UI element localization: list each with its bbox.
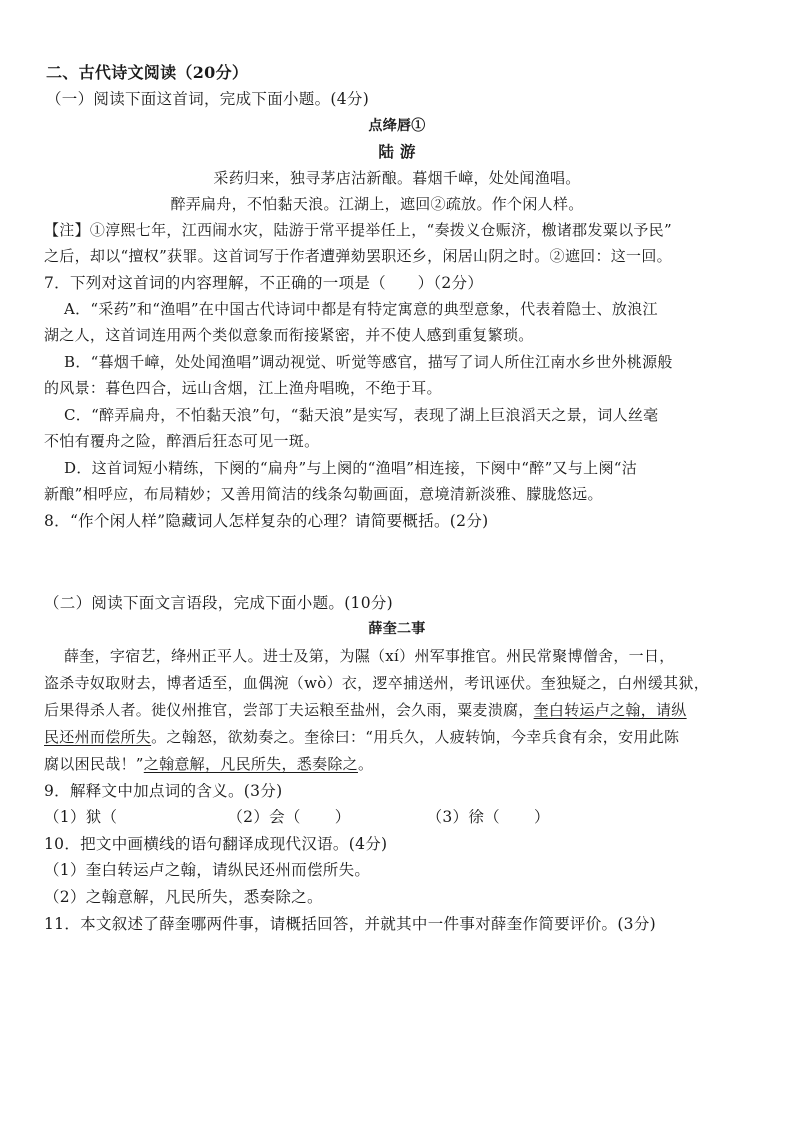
poem-title: 点绛唇① bbox=[368, 118, 426, 134]
option-c-line-1: C．“醉弄扁舟，不怕黏天浪”句，“黏天浪”是实写，表现了湖上巨浪滔天之景，词人丝毫 bbox=[64, 406, 659, 424]
option-c-line-2: 不怕有覆舟之险，醉酒后狂态可见一斑。 bbox=[44, 432, 320, 450]
q9-item-2: （2）会（ bbox=[227, 808, 301, 826]
prose-line-4-text: 。之翰怒，欲劾奏之。奎徐曰：“用兵久，人疲转饷，今幸兵食有余，安用此陈 bbox=[151, 728, 680, 746]
poem-line-1: 采药归来，独寻茅店沽新酿。暮烟千嶂，处处闻渔唱。 bbox=[213, 169, 581, 187]
prose-line-4 bbox=[44, 726, 679, 748]
underlined-sentence-2: 之翰意解，凡民所失，悉奏除之 bbox=[143, 755, 358, 773]
q9-item-2-close: ） bbox=[334, 808, 351, 826]
option-b-line-1: B．“暮烟千嶂，处处闻渔唱”调动视觉、听觉等感官，描写了词人所住江南水乡世外桃源般 bbox=[64, 353, 673, 371]
prose-line-5-text: 腐以困民哉！” bbox=[44, 755, 144, 773]
poem-line-2: 醉弄扁舟，不怕黏天浪。江湖上，遮回②疏放。作个闲人样。 bbox=[170, 195, 584, 213]
option-d-line-2: 新酿”相呼应，布局精妙；又善用简洁的线条勾勒画面，意境清新淡雅、朦胧悠远。 bbox=[44, 485, 603, 503]
note-line-1: 【注】①淳熙七年，江西闹水灾，陆游于常平提举任上，“奏拨义仓赈济，檄诸郡发粟以予民” bbox=[44, 221, 672, 239]
q9-item-3-close: ） bbox=[533, 808, 550, 826]
question-10-item-2: （2）之翰意解，凡民所失，悉奏除之。 bbox=[44, 888, 323, 906]
underlined-sentence-1b: 民还州而偿所失 bbox=[44, 728, 152, 746]
note-line-2: 之后，却以“擅权”获罪。这首词写于作者遭弹劾罢职还乡，闲居山阴之时。②遮回：这一回。 bbox=[44, 247, 672, 265]
prose-line-5-end: 。 bbox=[357, 755, 374, 773]
prose-line-2: 盗杀寺奴取财去，博者适至，血偶涴（wò）衣，逻卒捕送州，考讯诬伏。奎独疑之，白州缓其狱， bbox=[44, 674, 710, 692]
underlined-sentence-1a: 奎白转运卢之翰，请纵 bbox=[533, 701, 687, 719]
part2-heading: （二）阅读下面文言语段，完成下面小题。(10分) bbox=[44, 594, 394, 612]
question-10: 10．把文中画横线的语句翻译成现代汉语。(4分) bbox=[44, 835, 388, 853]
question-11: 11．本文叙述了薛奎哪两件事，请概括回答，并就其中一件事对薛奎作简要评价。(3分) bbox=[44, 915, 656, 933]
q9-item-1: （1）狱（ bbox=[44, 808, 118, 826]
option-a-line-1: A．“采药”和“渔唱”在中国古代诗词中都是有特定寓意的典型意象，代表着隐士、放浪江 bbox=[64, 300, 658, 318]
option-d-line-1: D．这首词短小精练，下阕的“扁舟”与上阕的“渔唱”相连接，下阕中“醉”又与上阕“沽 bbox=[64, 459, 638, 477]
prose-line-3 bbox=[44, 699, 687, 721]
prose-line-3-text: 后果得杀人者。徙仪州推官，尝部丁夫运粮至盐州，会久雨，粟麦溃腐， bbox=[44, 701, 534, 719]
section-title: 二、古代诗文阅读（20分） bbox=[46, 63, 249, 82]
prose-line-5 bbox=[44, 753, 373, 775]
question-7: 7．下列对这首词的内容理解，不正确的一项是（ ）（2分） bbox=[44, 274, 484, 292]
question-9: 9．解释文中加点词的含义。(3分) bbox=[44, 782, 283, 800]
option-a-line-2: 湖之人，这首词连用两个类似意象而衔接紧密，并不使人感到重复繁琐。 bbox=[44, 326, 534, 344]
q9-item-3: （3）徐（ bbox=[426, 808, 500, 826]
option-b-line-2: 的风景：暮色四合，远山含烟，江上渔舟唱晚，不绝于耳。 bbox=[44, 379, 442, 397]
question-10-item-1: （1）奎白转运卢之翰，请纵民还州而偿所失。 bbox=[44, 861, 371, 879]
prose-title: 薛奎二事 bbox=[368, 621, 426, 637]
prose-line-1: 薛奎，字宿艺，绛州正平人。进士及第，为隰（xí）州军事推官。州民常聚博僧舍，一日， bbox=[64, 647, 675, 665]
poem-author: 陆 游 bbox=[378, 142, 416, 161]
question-9-blanks bbox=[44, 806, 550, 828]
part1-heading: （一）阅读下面这首词，完成下面小题。(4分) bbox=[46, 90, 370, 108]
question-8: 8．“作个闲人样”隐藏词人怎样复杂的心理？请简要概括。(2分) bbox=[44, 512, 489, 530]
